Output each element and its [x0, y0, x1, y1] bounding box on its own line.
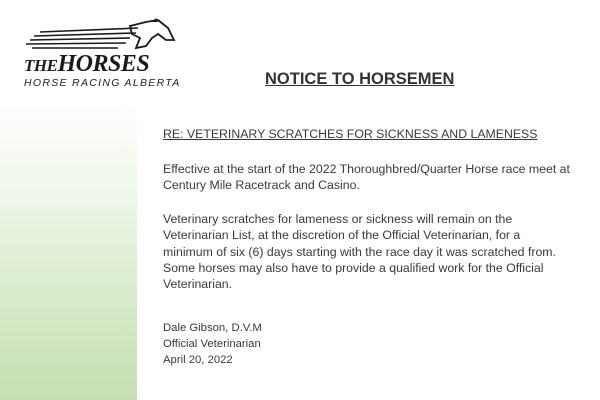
the-horses-logo	[18, 18, 181, 98]
signature-name: Dale Gibson, D.V.M	[163, 322, 262, 334]
paragraph-scratches: Veterinary scratches for lameness or sickness will remain on the Veterinarian List, at the discretion of the Official Veterinarian, for a minimum of six (6) days starting with the race day it was scratched from. Some horses may also have to provide a qualified work for the Official Veterinarian.	[163, 212, 556, 292]
signature-role: Official Veterinarian	[163, 338, 261, 350]
subject-line: RE: VETERINARY SCRATCHES FOR SICKNESS AND LAMENESS	[163, 127, 538, 141]
horse-speed-lines-icon	[18, 18, 178, 54]
signature-date: April 20, 2022	[163, 354, 233, 366]
logo-tagline: HORSE RACING ALBERTA	[24, 77, 181, 89]
page-title: NOTICE TO HORSEMEN	[265, 70, 455, 88]
paragraph-effective: Effective at the start of the 2022 Thoroughbred/Quarter Horse race meet at Century Mile Racetrack and Casino.	[163, 162, 570, 193]
logo-horses: HORSES	[57, 51, 150, 77]
logo-wordmark	[24, 51, 149, 78]
logo-the: THE	[24, 56, 58, 75]
signature-block	[163, 320, 262, 368]
